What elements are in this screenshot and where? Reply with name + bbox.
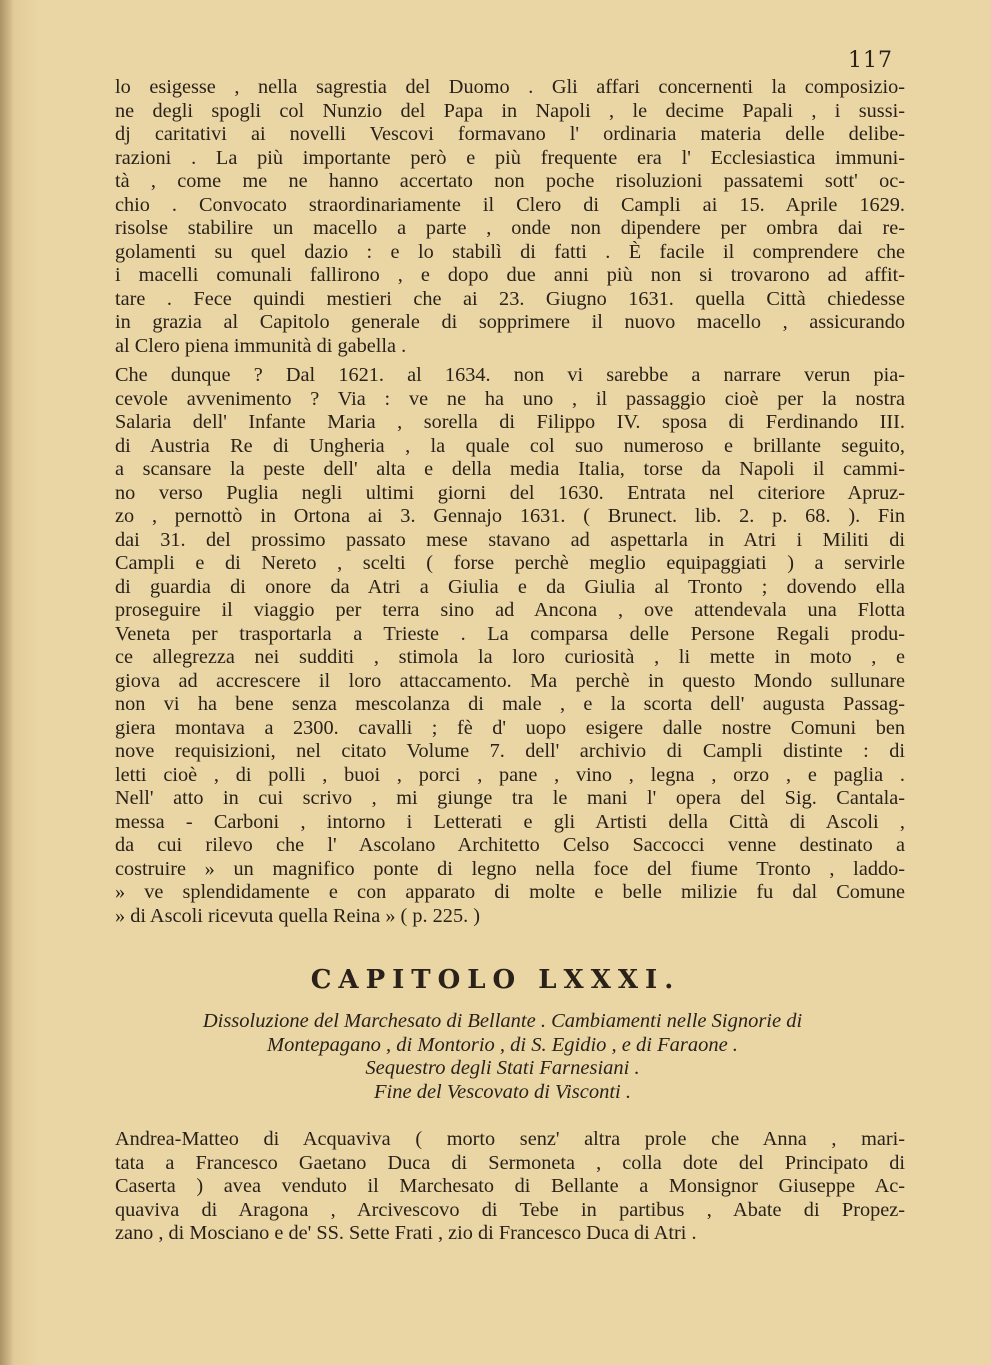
- text-line: da cui rilevo che l' Ascolano Architetto Celso Saccocci venne destinato a: [115, 834, 905, 856]
- text-line: Salaria dell' Infante Maria , sorella di Filippo IV. sposa di Ferdinando III.: [115, 411, 905, 433]
- text-line: nove requisizioni, nel citato Volume 7. dell' archivio di Campli distinte : di: [115, 740, 905, 762]
- text-line: al Clero piena immunità di gabella .: [115, 334, 407, 357]
- text-line: tare . Fece quindi mestieri che ai 23. Giugno 1631. quella Città chiedesse: [115, 287, 905, 310]
- text-line: giova ad accrescere il loro attaccamento. Ma perchè in questo Mondo sullunare: [115, 669, 905, 692]
- text-line: quaviva di Aragona , Arcivescovo di Tebe in partibus , Abate di Propez-: [115, 1198, 905, 1221]
- text-line: Fine del Vescovato di Visconti .: [374, 1080, 631, 1103]
- text-line: lo esigesse , nella sagrestia del Duomo . Gli affari concernenti la composizio-: [115, 76, 905, 98]
- text-line: giera montava a 2300. cavalli ; fè d' uopo esigere dalle nostre Comuni ben: [115, 716, 905, 739]
- text-line: non vi ha bene senza mescolanza di male , e la scorta dell' augusta Passag-: [115, 693, 905, 715]
- page-number: 117: [848, 48, 893, 73]
- chapter-summary: [100, 1010, 905, 1104]
- paragraph-1: [115, 76, 905, 358]
- text-line: » di Ascoli ricevuta quella Reina » ( p. 225. ): [115, 904, 480, 927]
- text-line: no verso Puglia negli ultimi giorni del 1630. Entrata nel citeriore Apruz-: [115, 481, 905, 504]
- text-line: costruire » un magnifico ponte di legno nella foce del fiume Tronto , laddo-: [115, 857, 905, 880]
- text-line: ne degli spogli col Nunzio del Papa in Napoli , le decime Papali , i sussi-: [115, 99, 905, 122]
- text-line: tata a Francesco Gaetano Duca di Sermoneta , colla dote del Principato di: [115, 1151, 905, 1174]
- text-line: di Austria Re di Ungheria , la quale col suo numeroso e brillante seguito,: [115, 434, 905, 457]
- text-line: Caserta ) avea venduto il Marchesato di Bellante a Monsignor Giuseppe Ac-: [115, 1175, 905, 1197]
- paragraph-2: [115, 364, 905, 928]
- text-line: ce allegrezza nei sudditi , stimola la loro curiosità , li mette in moto , e: [115, 646, 905, 668]
- text-line: Dissoluzione del Marchesato di Bellante . Cambiamenti nelle Signorie di: [202, 1010, 803, 1032]
- text-line: » ve splendidamente e con apparato di molte e belle milizie fu dal Comune: [115, 881, 905, 903]
- text-line: Nell' atto in cui scrivo , mi giunge tra le mani l' opera del Sig. Cantala-: [115, 787, 905, 809]
- text-line: Che dunque ? Dal 1621. al 1634. non vi sarebbe a narrare verun pia-: [115, 364, 905, 386]
- text-line: proseguire il viaggio per terra sino ad Ancona , ove attendevala una Flotta: [115, 599, 905, 621]
- text-line: Montepagano , di Montorio , di S. Egidio , e di Faraone .: [267, 1033, 738, 1056]
- text-line: i macelli comunali fallirono , e dopo due anni più non si trovarono ad affit-: [115, 264, 905, 286]
- text-line: letti cioè , di polli , buoi , porci , pane , vino , legna , orzo , e paglia .: [115, 763, 905, 786]
- text-line: chio . Convocato straordinariamente il Clero di Campli ai 15. Aprile 1629.: [115, 193, 905, 216]
- text-line: dai 31. del prossimo passato mese stavano ad aspettarla in Atri i Militi di: [115, 528, 905, 551]
- paragraph-3: [115, 1128, 905, 1246]
- text-line: a scansare la peste dell' alta e della media Italia, torse da Napoli il cammi-: [115, 458, 905, 480]
- text-line: golamenti su quel dazio : e lo stabilì di fatti . È facile il comprendere che: [115, 240, 905, 263]
- text-line: Sequestro degli Stati Farnesiani .: [365, 1057, 640, 1079]
- text-line: zo , pernottò in Ortona ai 3. Gennajo 1631. ( Brunect. lib. 2. p. 68. ). Fin: [115, 505, 905, 527]
- text-line: risolse stabilire un macello a parte , onde non dipendere per ombra dai re-: [115, 217, 905, 239]
- text-line: Andrea-Matteo di Acquaviva ( morto senz' altra prole che Anna , mari-: [115, 1128, 905, 1150]
- text-line: razioni . La più importante però e più frequente era l' Ecclesiastica immuni-: [115, 146, 905, 169]
- chapter-title: CAPITOLO LXXXI.: [310, 965, 681, 995]
- text-line: Veneta per trasportarla a Trieste . La comparsa delle Persone Regali produ-: [115, 622, 905, 645]
- text-line: di guardia di onore da Atri a Giulia e da Giulia al Tronto ; dovendo ella: [115, 575, 905, 598]
- text-line: Campli e di Nereto , scelti ( forse perchè meglio equipaggiati ) a servirle: [115, 552, 905, 574]
- text-line: cevole avvenimento ? Via : ve ne ha uno , il passaggio cioè per la nostra: [115, 387, 905, 410]
- text-line: dj caritativi ai novelli Vescovi formavano l' ordinaria materia delle delibe-: [115, 123, 905, 145]
- text-line: zano , di Mosciano e de' SS. Sette Frati , zio di Francesco Duca di Atri .: [115, 1222, 697, 1244]
- text-line: messa - Carboni , intorno i Letterati e gli Artisti della Città di Ascoli ,: [115, 810, 905, 833]
- text-line: tà , come me ne hanno accertato non poche risoluzioni passatemi sott' oc-: [115, 170, 905, 192]
- text-line: in grazia al Capitolo generale di sopprimere il nuovo macello , assicurando: [115, 311, 905, 333]
